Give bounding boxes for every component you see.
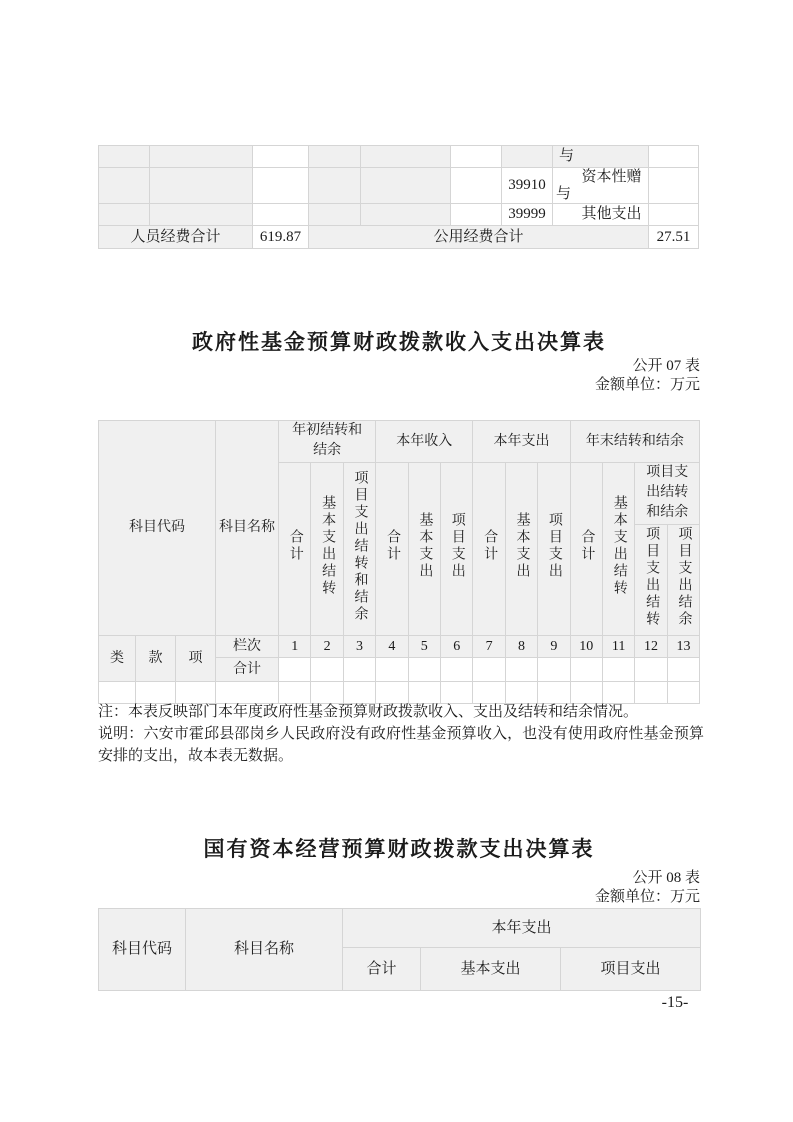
capital-table-title: 国有资本经营预算财政拨款支出决算表	[203, 837, 595, 861]
empty-cell	[505, 681, 537, 703]
project-carry-balance-group-header	[635, 462, 700, 524]
empty-cell	[473, 657, 505, 681]
empty-cell	[311, 657, 343, 681]
empty-cell	[150, 204, 253, 226]
personnel-total-value: 619.87	[253, 226, 309, 249]
subject-code-header: 科目代码	[99, 421, 216, 636]
column-number: 8	[505, 635, 537, 657]
empty-cell	[136, 681, 176, 703]
empty-cell	[279, 681, 311, 703]
column-number: 10	[570, 635, 602, 657]
empty-cell	[216, 681, 279, 703]
empty-data-row	[99, 681, 700, 703]
fund-table-doc-code: 公开 07 表	[632, 358, 700, 374]
col11-basic-carry-header	[602, 462, 634, 635]
subject-code: 39999	[502, 204, 553, 226]
empty-cell	[667, 657, 699, 681]
col10-total-header	[570, 462, 602, 635]
capital-table-doc-code: 公开 08 表	[632, 870, 700, 886]
column-number: 6	[440, 635, 472, 657]
basic-label: 基本支出	[417, 512, 433, 581]
empty-cell	[502, 146, 553, 168]
note-line: 说明：六安市霍邱县邵岗乡人民政府没有政府性基金预算收入，也没有使用政府性基金预算安排的支出，故本表无数据。	[98, 726, 704, 764]
empty-cell	[538, 681, 570, 703]
empty-cell	[635, 657, 667, 681]
table-row	[99, 168, 699, 204]
class-header: 类	[99, 635, 136, 681]
empty-cell	[309, 204, 361, 226]
empty-cell	[361, 146, 451, 168]
begin-balance-label: 年初结转和结余	[292, 423, 363, 459]
column-number: 3	[343, 635, 375, 657]
column-number: 7	[473, 635, 505, 657]
column-row-label: 栏次	[216, 635, 279, 657]
empty-cell	[176, 681, 216, 703]
subject-name: 其他支出	[553, 204, 649, 226]
subject-name-header: 科目名称	[186, 909, 343, 991]
subject-name: 资本性赠与	[553, 168, 649, 204]
note-line: 注：本表反映部门本年度政府性基金预算财政拨款收入、支出及结转和结余情况。	[98, 704, 639, 720]
empty-cell	[440, 681, 472, 703]
totals-row	[99, 226, 699, 249]
project-carry-balance-label: 项目支出结转和结余	[352, 469, 368, 623]
total-label: 合计	[384, 529, 400, 564]
col13-project-balance-header	[667, 524, 699, 635]
fund-table-title: 政府性基金预算财政拨款收入支出决算表	[192, 330, 606, 354]
fund-table-notes	[98, 701, 704, 767]
empty-cell	[440, 657, 472, 681]
col8-basic-header	[505, 462, 537, 635]
section-header: 款	[136, 635, 176, 681]
col5-basic-header	[408, 462, 440, 635]
empty-cell	[99, 204, 150, 226]
capital-table-unit: 金额单位：万元	[594, 889, 700, 905]
empty-cell	[451, 168, 502, 204]
year-expense-header: 本年支出	[343, 909, 701, 948]
table-row	[99, 146, 699, 168]
column-number: 13	[667, 635, 699, 657]
fund-budget-table	[98, 420, 700, 704]
empty-cell	[570, 681, 602, 703]
col4-total-header	[376, 462, 408, 635]
empty-cell	[649, 168, 699, 204]
end-balance-header: 年末结转和结余	[570, 421, 700, 463]
basic-label: 基本支出	[514, 512, 530, 581]
empty-cell	[361, 168, 451, 204]
empty-cell	[150, 146, 253, 168]
col6-project-header	[440, 462, 472, 635]
empty-cell	[667, 681, 699, 703]
table-row	[99, 204, 699, 226]
column-number: 1	[279, 635, 311, 657]
header-group-row	[99, 909, 701, 948]
empty-cell	[408, 657, 440, 681]
empty-cell	[99, 168, 150, 204]
col12-project-carry-header	[635, 524, 667, 635]
empty-cell	[253, 168, 309, 204]
empty-cell	[361, 204, 451, 226]
empty-cell	[279, 657, 311, 681]
total-header: 合计	[343, 948, 421, 991]
empty-cell	[451, 204, 502, 226]
year-expense-header: 本年支出	[473, 421, 570, 463]
basic-carry-label: 基本支出结转	[320, 495, 336, 598]
empty-cell	[451, 146, 502, 168]
subject-name-continued: 与	[553, 146, 649, 168]
project-carry-balance-label: 项目支出结转和结余	[646, 464, 689, 521]
empty-cell	[473, 681, 505, 703]
empty-cell	[99, 681, 136, 703]
col2-basic-carry-header	[311, 462, 343, 635]
project-label: 项目支出	[546, 512, 562, 581]
economic-classification-table	[98, 145, 699, 249]
col3-project-carry-balance-header	[343, 462, 375, 635]
subject-name-header: 科目名称	[216, 421, 279, 636]
personnel-total-label: 人员经费合计	[99, 226, 253, 249]
public-total-label: 公用经费合计	[309, 226, 649, 249]
subject-code: 39910	[502, 168, 553, 204]
total-label: 合计	[579, 529, 595, 564]
empty-cell	[538, 657, 570, 681]
column-number: 5	[408, 635, 440, 657]
empty-cell	[602, 657, 634, 681]
fund-table-unit: 金额单位：万元	[594, 377, 700, 393]
col1-total-header	[279, 462, 311, 635]
empty-cell	[150, 168, 253, 204]
empty-cell	[311, 681, 343, 703]
column-number: 4	[376, 635, 408, 657]
empty-cell	[635, 681, 667, 703]
capital-budget-table	[98, 908, 701, 991]
col7-total-header	[473, 462, 505, 635]
empty-cell	[376, 657, 408, 681]
project-balance-label: 项目支出结余	[676, 526, 692, 629]
empty-cell	[408, 681, 440, 703]
empty-cell	[649, 146, 699, 168]
total-row-label: 合计	[216, 657, 279, 681]
empty-cell	[505, 657, 537, 681]
empty-cell	[253, 204, 309, 226]
column-number: 11	[602, 635, 634, 657]
column-number: 12	[635, 635, 667, 657]
empty-cell	[253, 146, 309, 168]
column-number: 9	[538, 635, 570, 657]
empty-cell	[602, 681, 634, 703]
empty-cell	[309, 146, 361, 168]
empty-cell	[376, 681, 408, 703]
column-number-row	[99, 635, 700, 657]
project-label: 项目支出	[449, 512, 465, 581]
empty-cell	[343, 657, 375, 681]
begin-balance-header	[279, 421, 376, 463]
project-header: 项目支出	[561, 948, 701, 991]
subject-code-header: 科目代码	[99, 909, 186, 991]
col9-project-header	[538, 462, 570, 635]
empty-cell	[570, 657, 602, 681]
total-label: 合计	[287, 529, 303, 564]
empty-cell	[309, 168, 361, 204]
empty-cell	[343, 681, 375, 703]
page-number: -15-	[661, 994, 689, 1011]
total-label: 合计	[482, 529, 498, 564]
public-total-value: 27.51	[649, 226, 699, 249]
header-group-row	[99, 421, 700, 463]
year-income-header: 本年收入	[376, 421, 473, 463]
column-number: 2	[311, 635, 343, 657]
basic-carry-label: 基本支出结转	[611, 495, 627, 598]
empty-cell	[99, 146, 150, 168]
basic-header: 基本支出	[421, 948, 561, 991]
project-carry-label: 项目支出结转	[644, 526, 660, 629]
empty-cell	[649, 204, 699, 226]
item-header: 项	[176, 635, 216, 681]
